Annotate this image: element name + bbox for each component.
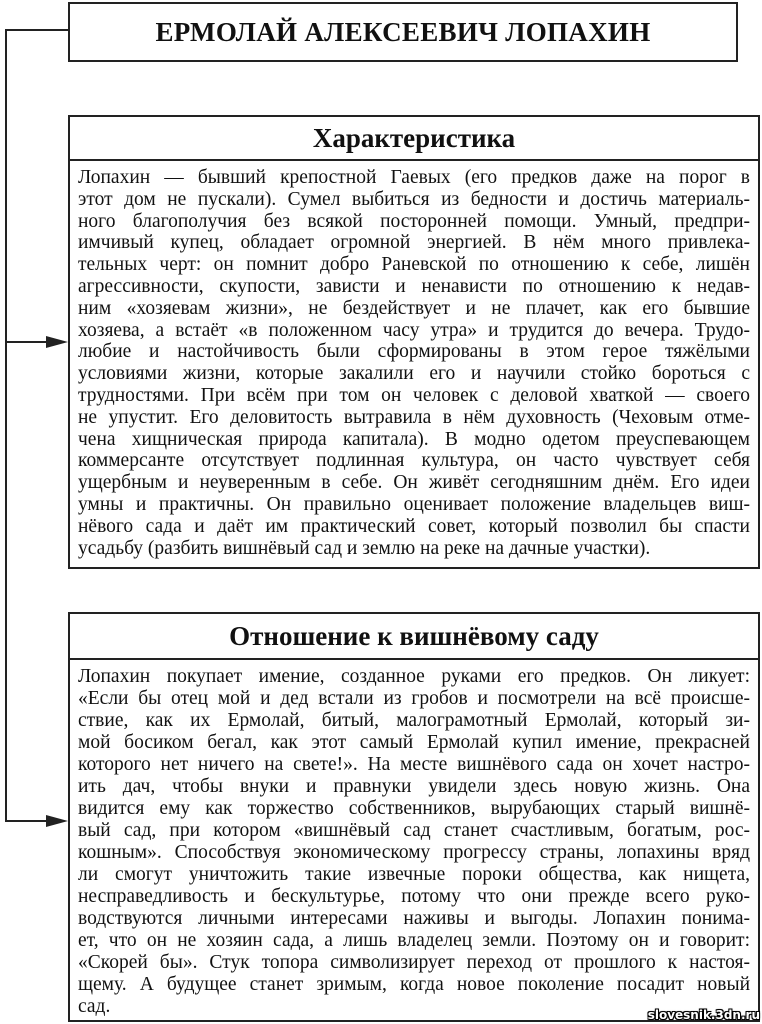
section-characteristic (68, 115, 760, 569)
text-line: нёвого сада и даёт им практический совет, который позволил бы спасти (78, 515, 750, 537)
text-line: усадьбу (разбить вишнёвый сад и землю на реке на дачные участки). (78, 537, 651, 559)
text-line: «Если бы отец мой и дед встали из гробов и посмотрели на всё происше- (78, 688, 750, 709)
text-line: ствие, как их Ермолай, битый, малограмотный Ермолай, который зи- (78, 710, 750, 731)
text-line: тельных черт: он помнит добро Раневской по отношению к себе, лишён (78, 254, 750, 276)
section-attitude-to-garden (68, 612, 760, 1022)
section-heading: Характеристика (70, 117, 758, 161)
text-line: несправедливость и бескультурье, потому что они прежде всего руко- (78, 886, 750, 907)
text-line: Лопахин покупает имение, созданное руками его предков. Он ликует: (78, 666, 750, 687)
text-line: условиями жизни, которые закалили его и научили стойко бороться с (78, 363, 750, 385)
text-line: хозяева, а встаёт «в положенном часу утра» и трудится до вечера. Трудо- (78, 319, 750, 341)
connector-branch-1 (5, 341, 47, 343)
text-line: водствуются личными интересами наживы и выгоды. Лопахин понима- (78, 908, 750, 929)
text-line: чена хищническая природа капитала). В модно одетом преуспевающем (78, 428, 750, 450)
text-line: любие и настойчивость были сформированы в этом герое тяжёлыми (78, 341, 750, 363)
text-line: кошным». Способствуя экономическому прогрессу страны, лопахины вряд (78, 842, 750, 863)
text-line: агрессивности, скупости, зависти и ненависти по отношению к недав- (78, 275, 750, 297)
text-line: видится ему как торжество собственников, вырубающих старый вишнё- (78, 798, 750, 819)
text-line: которого нет ничего на свете!». На месте вишнёвого сада он хочет настро- (78, 754, 750, 775)
text-line: ним «хозяевам жизни», не бездействует и не плачет, как его бывшие (78, 297, 750, 319)
text-line: имчивый купец, обладает огромной энергией. В нём много привлека- (78, 232, 750, 254)
text-line: вый сад, при котором «вишнёвый сад станет счастливым, богатым, рос- (78, 820, 750, 841)
text-line: умны и практичны. Он правильно оценивает положение владельцев виш- (78, 493, 750, 515)
connector-branch-2 (5, 820, 47, 822)
text-line: сад. (78, 996, 111, 1017)
page-title: ЕРМОЛАЙ АЛЕКСЕЕВИЧ ЛОПАХИН (155, 16, 651, 47)
watermark: slovesnik.3dn.ru (647, 1008, 760, 1022)
text-line: мой босиком бегал, как этот самый Ермолай купил имение, прекрасней (78, 732, 750, 753)
text-line: «Скорей бы». Стук топора символизирует переход от прошлого к настоя- (78, 952, 750, 973)
text-line: щему. А будущее станет зримым, когда новое поколение посадит новый (78, 974, 750, 995)
text-line: ного благополучия без всякой посторонней помощи. Умный, предпри- (78, 210, 750, 232)
connector-top (5, 29, 68, 31)
text-line: трудностями. При всём при том он человек с деловой хваткой — своего (78, 384, 750, 406)
arrow-icon (46, 336, 68, 348)
title-box (68, 2, 738, 62)
section-body (70, 161, 758, 559)
text-line: Лопахин — бывший крепостной Гаевых (его предков даже на порог в (78, 167, 750, 188)
text-line: коммерсанте отсутствует подлинная культура, он часто чувствует себя (78, 450, 750, 472)
text-line: не упустит. Его деловитость вытравила в нём духовность (Чеховым отме- (78, 406, 750, 428)
text-line: ущербным и неуверенным в себе. Он живёт сегодняшним днём. Его идеи (78, 472, 750, 494)
text-line: этот дом не пускали). Сумел выбиться из бедности и достичь материаль- (78, 188, 750, 210)
text-line: ет, что он не хозяин сада, а лишь владелец земли. Поэтому он и говорит: (78, 930, 750, 951)
text-line: ить дач, чтобы внуки и правнуки увидели здесь новую жизнь. Она (78, 776, 750, 797)
connector-vertical (5, 29, 7, 822)
section-body (70, 660, 758, 1018)
text-line: ли смогут уничтожить такие извечные пороки общества, как нищета, (78, 864, 750, 885)
section-heading: Отношение к вишнёвому саду (70, 614, 758, 660)
arrow-icon (46, 815, 68, 827)
